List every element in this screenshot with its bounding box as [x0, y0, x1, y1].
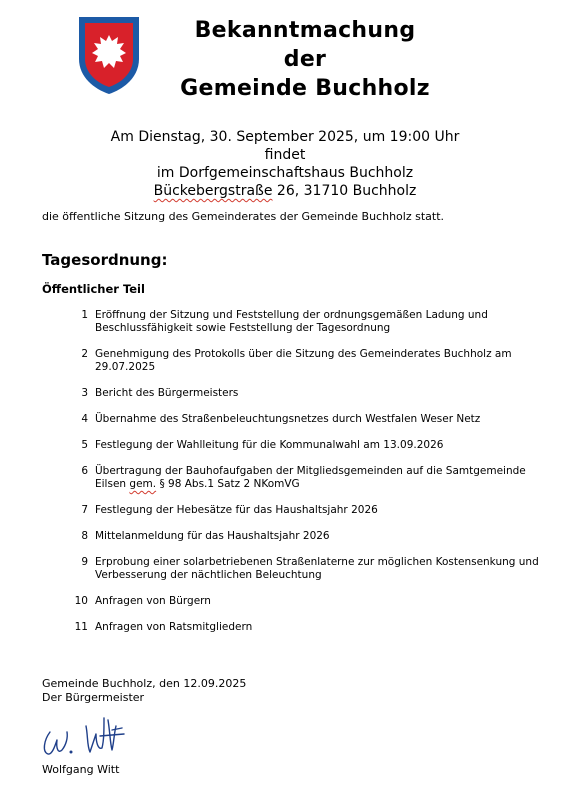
agenda-item-number: 4: [81, 413, 88, 425]
meeting-venue-line: im Dorfgemeinschaftshaus Buchholz: [156, 165, 414, 181]
agenda-item-number: 8: [81, 530, 88, 542]
handwritten-signature-icon: [38, 712, 128, 760]
meeting-findet-line: findet: [264, 147, 306, 163]
meeting-info: [40, 128, 530, 200]
title-line-2: der: [283, 47, 327, 72]
intro-text: die öffentliche Sitzung des Gemeinderates der Gemeinde Buchholz statt.: [42, 210, 444, 223]
title-line-3: Gemeinde Buchholz: [180, 76, 430, 101]
agenda-item-text: [95, 465, 555, 491]
meeting-address-line: [40, 182, 530, 200]
agenda-item-text-pre: Übertragung der Bauhofaufgaben der Mitgliedsgemeinden auf die Samtgemeinde Eilsen: [95, 465, 526, 490]
agenda-item-number: 1: [81, 309, 88, 321]
agenda-item-number: 10: [74, 595, 88, 607]
agenda-item-text: Erprobung einer solarbetriebenen Straßenlaterne zur möglichen Kostensenkung und Verbesserung der nächtlichen Beleuchtung: [95, 556, 539, 581]
agenda-item-text: Festlegung der Hebesätze für das Haushaltsjahr 2026: [95, 504, 378, 516]
agenda-item-text: Eröffnung der Sitzung und Feststellung der ordnungsgemäßen Ladung und Beschlussfähigkeit sowie Feststellung der Tagesordnung: [95, 309, 488, 334]
section-heading: Öffentlicher Teil: [42, 282, 145, 296]
agenda-item-number: 5: [81, 439, 88, 451]
meeting-date-line: Am Dienstag, 30. September 2025, um 19:00 Uhr: [110, 129, 460, 145]
agenda-item-text: Übernahme des Straßenbeleuchtungsnetzes durch Westfalen Weser Netz: [95, 413, 481, 425]
agenda-item-number: 3: [81, 387, 88, 399]
agenda-heading: Tagesordnung:: [42, 251, 168, 269]
agenda-item-number: 11: [74, 621, 88, 633]
agenda-item-text-mark: gem.: [129, 478, 157, 490]
agenda-item-number: 7: [81, 504, 88, 516]
page-title: [140, 16, 470, 103]
agenda-item-text-post: § 98 Abs.1 Satz 2 NKomVG: [156, 478, 300, 490]
agenda-item-text: Bericht des Bürgermeisters: [95, 387, 239, 399]
agenda-item-number: 9: [81, 556, 88, 568]
agenda-item-text: Anfragen von Bürgern: [95, 595, 211, 607]
place-date: Gemeinde Buchholz, den 12.09.2025: [42, 677, 247, 690]
title-line-1: Bekanntmachung: [194, 18, 416, 43]
agenda-item-text: Festlegung der Wahlleitung für die Kommunalwahl am 13.09.2026: [95, 439, 444, 451]
agenda-item-number: 6: [81, 465, 88, 477]
signer-name: Wolfgang Witt: [42, 763, 120, 776]
address-street: Bückebergstraße: [153, 183, 273, 199]
agenda-item-text: Anfragen von Ratsmitgliedern: [95, 621, 253, 633]
agenda-item-text: Genehmigung des Protokolls über die Sitzung des Gemeinderates Buchholz am 29.07.2025: [95, 348, 512, 373]
address-rest: 26, 31710 Buchholz: [272, 183, 417, 199]
agenda-item-text: Mittelanmeldung für das Haushaltsjahr 2026: [95, 530, 330, 542]
closing-block: [42, 677, 246, 705]
agenda-item-number: 2: [81, 348, 88, 360]
signer-role: Der Bürgermeister: [42, 691, 145, 704]
coat-of-arms-icon: [76, 15, 142, 95]
